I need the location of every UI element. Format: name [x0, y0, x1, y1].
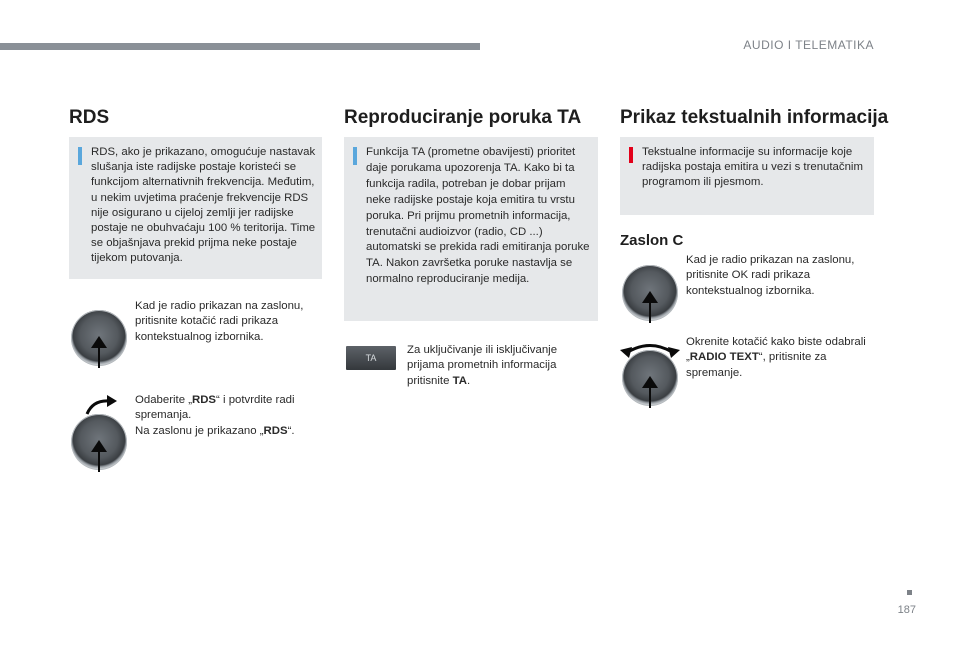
info-icon: [78, 147, 82, 165]
screen-c-step2-text: Okrenite kotačić kako biste odabrali „RADIO TEXT“, pritisnite za spremanje.: [686, 336, 866, 379]
rds-step2-text: Odaberite „RDS“ i potvrdite radi spremanja. Na zaslonu je prikazano „RDS“.: [135, 394, 295, 437]
rds-step1-text: Kad je radio prikazan na zaslonu, pritisnite kotačić radi prikaza kontekstualnog izbornika.: [135, 300, 304, 343]
rds-info-box: [69, 137, 322, 279]
continue-marker: [907, 590, 912, 595]
rotate-arrow-icon: [83, 394, 119, 416]
text-info-title: Prikaz tekstualnih informacija: [620, 107, 889, 128]
ta-button[interactable]: TA: [346, 346, 396, 370]
header-bar: [0, 43, 480, 50]
ta-title: Reproduciranje poruka TA: [344, 107, 582, 128]
warning-icon: [629, 147, 633, 163]
rotate-knob-icon: [71, 414, 127, 470]
ta-step-text: Za uključivanje ili isključivanje prijama prometnih informacija pritisnite TA.: [407, 344, 558, 387]
rds-title: RDS: [69, 107, 110, 128]
page-number: 187: [897, 604, 916, 616]
screen-c-subtitle: Zaslon C: [620, 232, 684, 249]
rds-info-text: RDS, ako je prikazano, omogućuje nastavak slušanja iste radijske postaje koristeći se funkcijom alternativnih frekvencija. Međutim, u nekim uvjetima praćenje frekvencije RDS nije osigurano u cijeloj zemlji jer radijske postaje ne obuhvaćaju 100 % teritorija. Time se objašnjava prekid prijma neke postaje tijekom putovanja.: [91, 146, 316, 265]
rotate-knob-icon: [622, 350, 678, 406]
dial-knob-icon: [622, 265, 678, 321]
text-info-warning-box: [620, 137, 874, 215]
section-title: AUDIO I TELEMATIKA: [743, 38, 874, 52]
text-info-warning-text: Tekstualne informacije su informacije koje radijska postaja emitira u vezi s trenutačnim programom ili pjesmom.: [642, 146, 863, 189]
dial-knob-icon: [71, 310, 127, 366]
info-icon: [353, 147, 357, 165]
screen-c-step1-text: Kad je radio prikazan na zaslonu, pritisnite OK radi prikaza kontekstualnog izbornika.: [686, 254, 855, 297]
ta-info-text: Funkcija TA (prometne obavijesti) prioritet daje porukama upozorenja TA. Kako bi ta funkcija radila, potreban je dobar prijam neke radijske postaje koja emitira tu vrstu poruka. Pri prijmu prometnih informacija, trenutačni audioizvor (radio, CD ...) automatski se prekida radi emitiranja poruke TA. Nakon završetka poruke nastavlja se normalno reproduciranje medija.: [366, 146, 590, 286]
ta-info-box: [344, 137, 598, 321]
